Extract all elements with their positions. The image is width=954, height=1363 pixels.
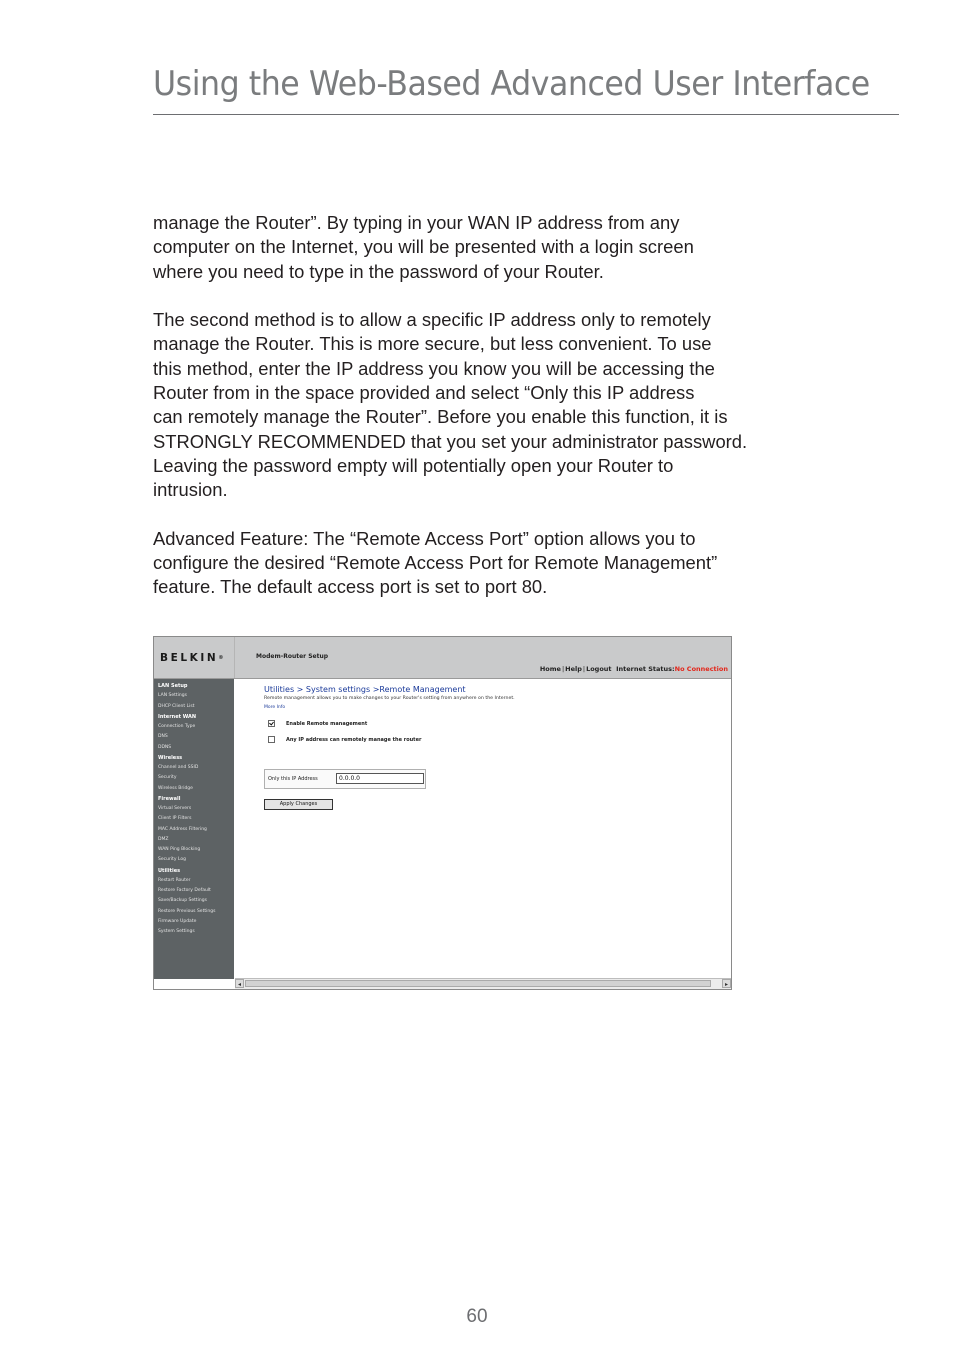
paragraph-3 xyxy=(153,527,873,600)
any-ip-option[interactable] xyxy=(268,736,421,743)
router-top-bar xyxy=(154,637,731,679)
only-ip-group xyxy=(264,769,426,789)
paragraph-line: Leaving the password empty will potentially open your Router to xyxy=(153,454,674,476)
logout-link[interactable]: Logout xyxy=(586,665,612,673)
paragraph-line: manage the Router”. By typing in your WAN IP address from any xyxy=(153,212,680,233)
sidebar-item[interactable]: Restore Factory Default xyxy=(158,888,211,893)
sidebar-section-heading: Wireless xyxy=(158,754,183,761)
sidebar-item[interactable]: Wireless Bridge xyxy=(158,785,193,791)
sidebar-item[interactable]: DHCP Client List xyxy=(158,703,195,709)
sidebar-item[interactable]: LAN Settings xyxy=(158,693,187,699)
any-ip-checkbox[interactable] xyxy=(268,736,275,743)
sidebar-item[interactable]: DNS xyxy=(158,734,168,740)
paragraph-line: intrusion. xyxy=(153,479,228,501)
any-ip-label: Any IP address can remotely manage the router xyxy=(286,737,422,743)
internet-status-value: No Connection xyxy=(674,665,728,673)
sidebar-list xyxy=(158,681,215,937)
paragraph-line: The second method is to allow a specific IP address only to remotely xyxy=(153,309,711,331)
home-link[interactable]: Home xyxy=(539,665,561,673)
logo-area xyxy=(154,637,235,678)
sidebar-item[interactable]: Virtual Servers xyxy=(158,806,192,811)
sidebar-item[interactable]: Save/Backup Settings xyxy=(158,898,207,904)
page-title: Using the Web-Based Advanced User Interface xyxy=(153,64,870,104)
more-info-link[interactable]: More Info xyxy=(264,705,286,710)
top-nav xyxy=(540,665,728,673)
paragraph-line: computer on the Internet, you will be presented with a login screen xyxy=(153,236,694,258)
paragraph-line: can remotely manage the Router”. Before you enable this function, it is xyxy=(153,406,728,428)
sidebar-section-heading: Internet WAN xyxy=(158,713,197,720)
sidebar-item[interactable]: Security xyxy=(158,775,177,781)
scroll-left-icon[interactable]: ◂ xyxy=(235,979,244,988)
help-link[interactable]: Help xyxy=(565,665,582,673)
sidebar-item[interactable]: Firmware Update xyxy=(158,918,197,924)
sidebar-item[interactable]: WAN Ping Blocking xyxy=(158,847,201,852)
scroll-thumb[interactable] xyxy=(245,980,711,987)
body-text xyxy=(153,211,873,624)
paragraph-2 xyxy=(153,308,873,502)
sidebar-section-heading: Firewall xyxy=(158,795,181,802)
apply-changes-button[interactable]: Apply Changes xyxy=(264,799,333,810)
page-description: Remote management allows you to make changes to your Router's setting from anywhere on the Internet. xyxy=(264,696,515,701)
enable-remote-checkbox[interactable] xyxy=(268,720,275,727)
paragraph-line: Advanced Feature: The “Remote Access Port” option allows you to xyxy=(153,527,696,549)
sidebar-item[interactable]: Restore Previous Settings xyxy=(158,908,216,914)
scroll-right-icon[interactable]: ▸ xyxy=(722,979,731,988)
router-sidebar xyxy=(154,679,234,979)
paragraph-1 xyxy=(153,211,873,284)
horizontal-scrollbar[interactable] xyxy=(235,978,731,989)
paragraph-line: manage the Router. This is more secure, but less convenient. To use xyxy=(153,333,712,355)
enable-remote-label: Enable Remote management xyxy=(286,721,368,727)
paragraph-line: where you need to type in the password of your Router. xyxy=(153,260,604,282)
sidebar-item[interactable]: DMZ xyxy=(158,836,169,842)
nav-separator: | xyxy=(582,665,586,673)
setup-title: Modem-Router Setup xyxy=(256,653,329,660)
nav-separator: | xyxy=(561,665,565,673)
router-main xyxy=(235,679,731,978)
only-ip-label: Only this IP Address xyxy=(268,776,318,782)
enable-remote-option[interactable] xyxy=(268,720,367,727)
paragraph-line: Router from in the space provided and select “Only this IP address xyxy=(153,382,695,404)
sidebar-section-heading: Utilities xyxy=(158,867,181,874)
sidebar-item[interactable]: Connection Type xyxy=(158,724,196,729)
sidebar-section-heading: LAN Setup xyxy=(158,683,188,689)
sidebar-item[interactable]: Channel and SSID xyxy=(158,765,199,770)
page-number: 60 xyxy=(466,1306,488,1327)
sidebar-item[interactable]: System Settings xyxy=(158,929,195,934)
sidebar-item[interactable]: Client IP Filters xyxy=(158,816,192,822)
sidebar-item[interactable]: Restart Router xyxy=(158,877,191,883)
paragraph-line: this method, enter the IP address you know you will be accessing the xyxy=(153,357,715,379)
breadcrumb: Utilities > System settings >Remote Management xyxy=(264,685,466,694)
page-header xyxy=(153,62,899,115)
paragraph-line: configure the desired “Remote Access Port for Remote Management” xyxy=(153,552,718,574)
belkin-logo xyxy=(160,652,223,664)
sidebar-item[interactable]: MAC Address Filtering xyxy=(158,826,207,832)
paragraph-line: STRONGLY RECOMMENDED that you set your administrator password. xyxy=(153,430,748,452)
only-ip-input[interactable]: 0.0.0.0 xyxy=(336,773,424,784)
sidebar-item[interactable]: Security Log xyxy=(158,857,186,863)
registered-mark: ® xyxy=(218,655,224,661)
paragraph-line: feature. The default access port is set to port 80. xyxy=(153,576,548,598)
router-ui-screenshot xyxy=(153,636,732,990)
internet-status-label: Internet Status: xyxy=(616,665,675,673)
sidebar-item[interactable]: DDNS xyxy=(158,744,172,750)
logo-text: BELKIN xyxy=(160,652,219,664)
